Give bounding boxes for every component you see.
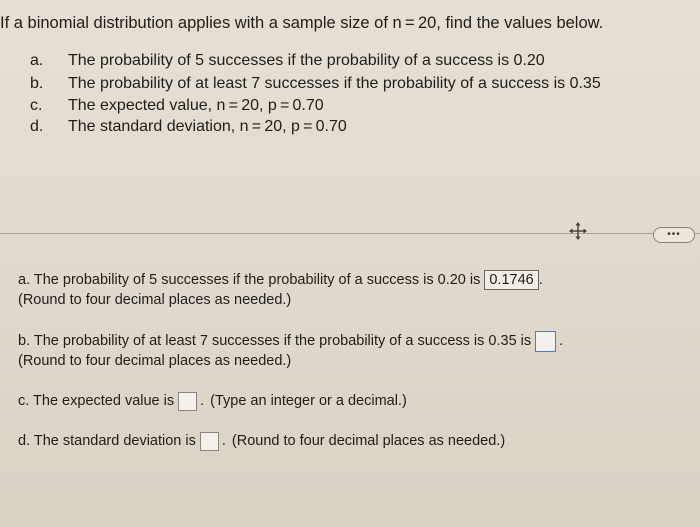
answer-b-input[interactable] <box>535 331 556 352</box>
answer-d-period: . <box>221 433 226 449</box>
question-item-text: The expected value, n = 20, p = 0.70 <box>68 97 324 114</box>
answer-a-period: . <box>538 272 543 288</box>
question-stem: If a binomial distribution applies with a sample size of n = 20, find the values below. <box>0 14 604 32</box>
question-item-letter: a. <box>30 52 44 69</box>
answer-c-input[interactable] <box>178 392 197 411</box>
answer-b-hint: (Round to four decimal places as needed.) <box>18 353 292 369</box>
question-item-text: The probability of 5 successes if the probability of a success is 0.20 <box>68 52 545 69</box>
answer-a-prompt: a. The probability of 5 successes if the probability of a success is 0.20 is <box>18 272 481 288</box>
question-item-letter: d. <box>30 118 44 135</box>
answer-d <box>18 431 505 451</box>
more-options-button[interactable]: ••• <box>653 227 695 243</box>
answer-c-prompt: c. The expected value is <box>18 393 175 409</box>
question-item-c <box>30 97 324 115</box>
question-item-d <box>30 118 347 136</box>
question-item-a <box>30 52 545 70</box>
answer-b-period: . <box>559 333 564 349</box>
answer-c <box>18 391 407 411</box>
answer-c-hint: (Type an integer or a decimal.) <box>210 393 407 409</box>
question-item-b <box>30 75 601 93</box>
move-icon-graphic <box>569 222 587 240</box>
move-icon[interactable] <box>569 222 587 240</box>
question-item-text: The probability of at least 7 successes if the probability of a success is 0.35 <box>68 75 601 92</box>
section-divider <box>0 233 700 234</box>
question-item-letter: b. <box>30 75 44 92</box>
question-item-letter: c. <box>30 97 43 114</box>
answer-d-hint: (Round to four decimal places as needed.) <box>231 433 506 449</box>
answer-b-prompt: b. The probability of at least 7 successes if the probability of a success is 0.35 is <box>18 333 532 349</box>
answer-c-period: . <box>200 393 205 409</box>
answer-b <box>18 331 563 369</box>
answer-d-prompt: d. The standard deviation is <box>18 433 196 449</box>
question-item-text: The standard deviation, n = 20, p = 0.70 <box>68 118 347 135</box>
answer-d-input[interactable] <box>200 432 219 451</box>
answer-a <box>18 270 543 308</box>
answer-a-hint: (Round to four decimal places as needed.) <box>18 292 292 308</box>
answer-a-input[interactable]: 0.1746 <box>484 270 538 290</box>
